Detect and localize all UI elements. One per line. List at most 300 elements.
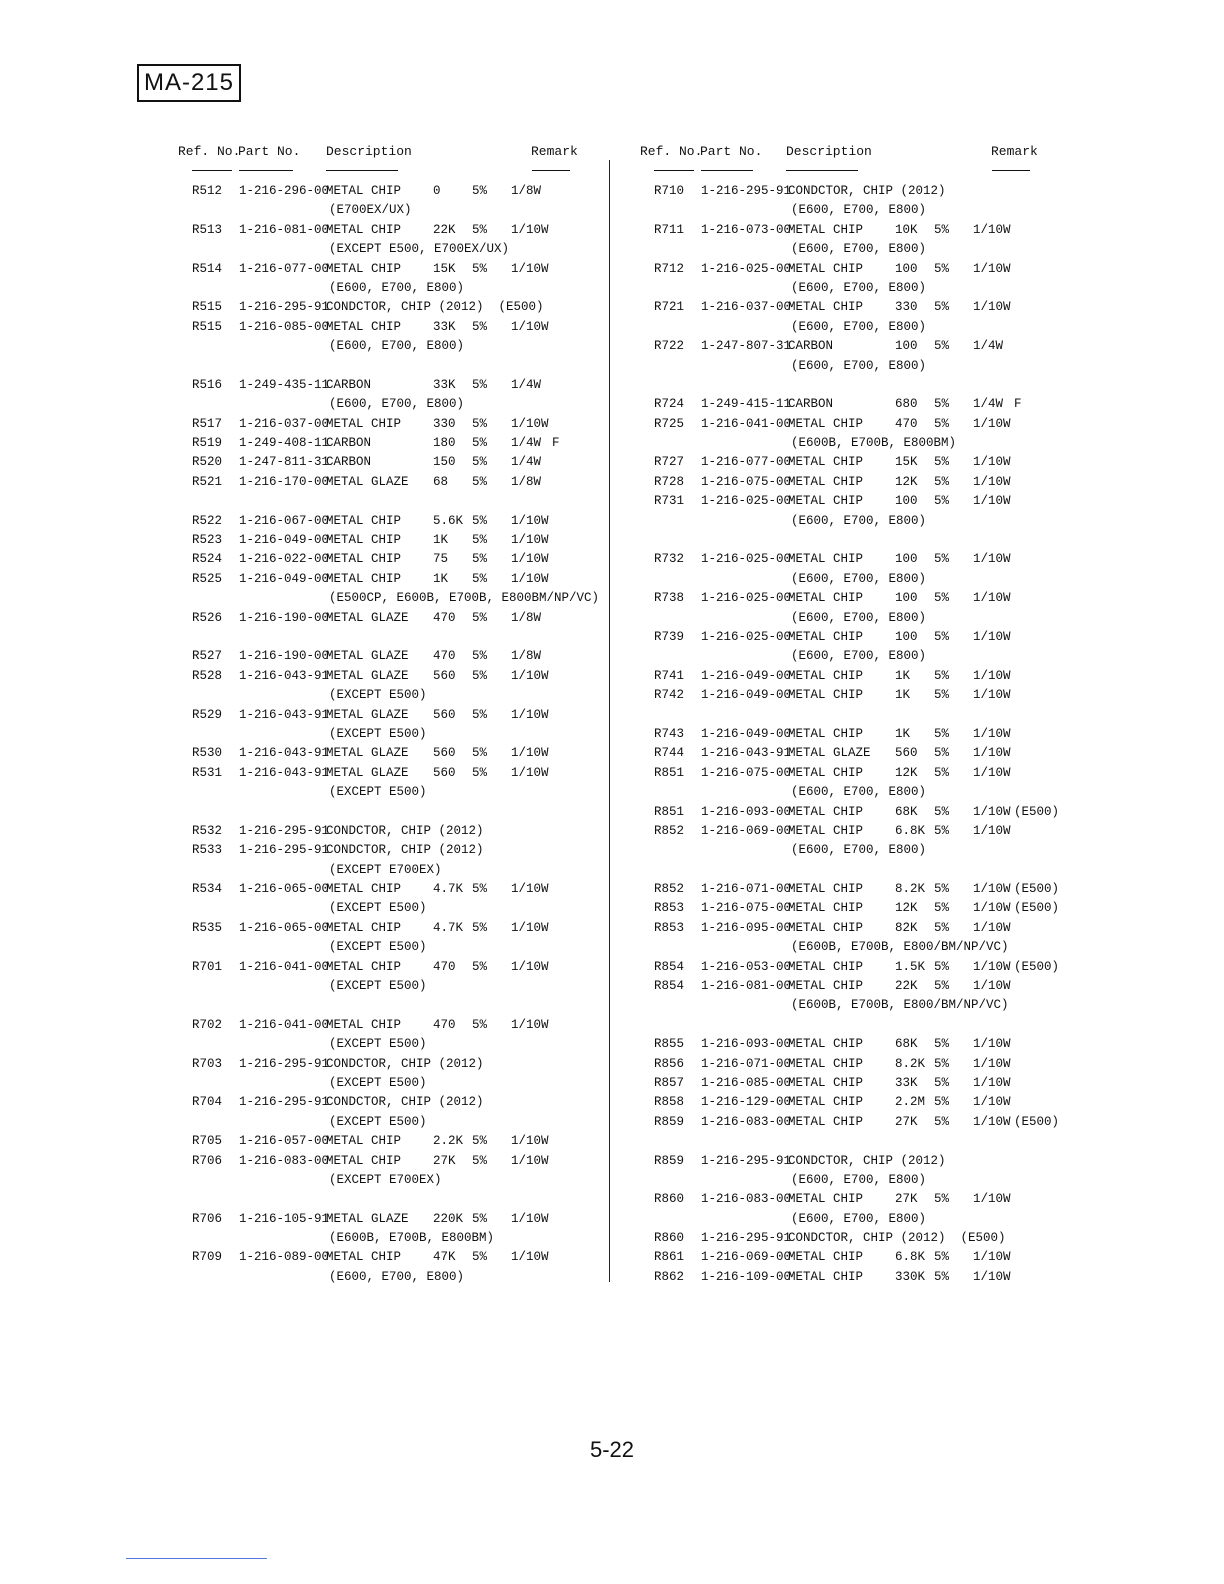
part-row — [178, 436, 598, 455]
variant-note: (EXCEPT E500, E700EX/UX) — [329, 242, 510, 257]
description: METAL CHIP — [326, 959, 402, 974]
ref-no: R731 — [654, 494, 685, 509]
spacer-row — [640, 378, 1060, 397]
value: 27K — [433, 1153, 456, 1168]
ref-no: R858 — [654, 1095, 685, 1110]
variant-note: (EXCEPT E500) — [329, 785, 427, 800]
tolerance: 5% — [934, 300, 950, 315]
wattage: 1/10W — [973, 804, 1011, 819]
tolerance: 5% — [934, 1250, 950, 1265]
part-no: 1-216-295-91 — [239, 300, 330, 315]
part-row — [178, 1018, 598, 1037]
value: 560 — [433, 707, 456, 722]
ref-no: R525 — [192, 571, 223, 586]
part-no: 1-216-083-00 — [701, 1192, 792, 1207]
spacer-row — [178, 359, 598, 378]
variant-note: (EXCEPT E500) — [329, 940, 427, 955]
part-no: 1-216-037-00 — [701, 300, 792, 315]
part-row — [178, 514, 598, 533]
ref-no: R739 — [654, 629, 685, 644]
part-no: 1-216-043-91 — [239, 707, 330, 722]
note-row — [178, 785, 598, 804]
part-no: 1-216-190-00 — [239, 649, 330, 664]
description: METAL CHIP — [788, 979, 864, 994]
ref-no: R530 — [192, 746, 223, 761]
value: 8.2K — [895, 882, 926, 897]
wattage: 1/10W — [511, 416, 549, 431]
header-rule — [532, 170, 570, 171]
ref-no: R854 — [654, 979, 685, 994]
tolerance: 5% — [472, 1250, 488, 1265]
ref-no: R523 — [192, 533, 223, 548]
wattage: 1/10W — [973, 416, 1011, 431]
variant-note: (EXCEPT E700EX) — [329, 862, 442, 877]
description: METAL CHIP — [326, 571, 402, 586]
tolerance: 5% — [472, 261, 488, 276]
description: METAL CHIP — [788, 261, 864, 276]
part-no: 1-216-053-00 — [701, 959, 792, 974]
wattage: 1/10W — [511, 533, 549, 548]
remark: (E500) — [1014, 901, 1060, 916]
part-row — [178, 455, 598, 474]
description: METAL CHIP — [788, 1192, 864, 1207]
ref-no: R721 — [654, 300, 685, 315]
remark: (E500) — [1014, 882, 1060, 897]
part-row — [640, 1192, 1060, 1211]
wattage: 1/8W — [511, 649, 542, 664]
variant-note: (E600, E700, E800) — [791, 203, 927, 218]
description: METAL CHIP — [788, 765, 864, 780]
value: 82K — [895, 920, 918, 935]
part-no: 1-216-049-00 — [701, 668, 792, 683]
remark: (E500) — [1014, 804, 1060, 819]
description: METAL CHIP — [326, 533, 402, 548]
value: 2.2K — [433, 1134, 464, 1149]
part-no: 1-216-075-00 — [701, 765, 792, 780]
part-row — [640, 475, 1060, 494]
value: 560 — [433, 668, 456, 683]
part-no: 1-216-041-00 — [701, 416, 792, 431]
part-row — [640, 552, 1060, 571]
note-row — [640, 514, 1060, 533]
wattage: 1/10W — [511, 668, 549, 683]
part-row — [640, 960, 1060, 979]
spacer-row — [178, 630, 598, 649]
tolerance: 5% — [934, 552, 950, 567]
part-no: 1-216-295-91 — [701, 1153, 792, 1168]
tolerance: 5% — [472, 668, 488, 683]
part-no: 1-216-073-00 — [701, 222, 792, 237]
note-row — [178, 863, 598, 882]
tolerance: 5% — [472, 959, 488, 974]
header-part: Part No. — [700, 144, 763, 159]
description: METAL GLAZE — [326, 746, 409, 761]
wattage: 1/10W — [973, 474, 1011, 489]
part-row — [640, 727, 1060, 746]
part-row — [640, 397, 1060, 416]
note-row — [640, 843, 1060, 862]
ref-no: R853 — [654, 920, 685, 935]
remark: (E500) — [1014, 1114, 1060, 1129]
description: METAL GLAZE — [326, 668, 409, 683]
value: 180 — [433, 436, 456, 451]
tolerance: 5% — [934, 1056, 950, 1071]
wattage: 1/4W — [973, 397, 1004, 412]
spacer-row — [178, 998, 598, 1017]
part-row — [178, 746, 598, 765]
value: 1K — [895, 668, 911, 683]
part-no: 1-216-025-00 — [701, 591, 792, 606]
note-row — [640, 1173, 1060, 1192]
ref-no: R528 — [192, 668, 223, 683]
note-row — [640, 572, 1060, 591]
description: METAL GLAZE — [326, 1211, 409, 1226]
value: 6.8K — [895, 823, 926, 838]
part-row — [178, 223, 598, 242]
header-desc: Description — [326, 144, 412, 159]
note-row — [178, 979, 598, 998]
ref-no: R534 — [192, 882, 223, 897]
tolerance: 5% — [934, 397, 950, 412]
part-no: 1-216-095-00 — [701, 920, 792, 935]
value: 100 — [895, 552, 918, 567]
description: METAL CHIP — [326, 261, 402, 276]
part-no: 1-216-295-91 — [701, 1231, 792, 1246]
value: 12K — [895, 901, 918, 916]
description: METAL CHIP — [788, 629, 864, 644]
value: 22K — [433, 222, 456, 237]
ref-no: R732 — [654, 552, 685, 567]
tolerance: 5% — [934, 222, 950, 237]
tolerance: 5% — [472, 1211, 488, 1226]
wattage: 1/10W — [973, 1037, 1011, 1052]
variant-note: (E700EX/UX) — [329, 203, 412, 218]
ref-no: R520 — [192, 455, 223, 470]
note-row — [178, 1115, 598, 1134]
part-no: 1-216-069-00 — [701, 823, 792, 838]
variant-note: (EXCEPT E500) — [329, 979, 427, 994]
description: CARBON — [326, 436, 372, 451]
description: METAL CHIP — [326, 552, 402, 567]
tolerance: 5% — [472, 920, 488, 935]
description: METAL CHIP — [788, 1056, 864, 1071]
header-rule — [239, 170, 293, 171]
description: METAL CHIP — [326, 184, 402, 198]
remark: (E500) — [1014, 959, 1060, 974]
tolerance: 5% — [472, 882, 488, 897]
part-no: 1-216-295-91 — [239, 823, 330, 838]
part-no: 1-216-081-00 — [239, 222, 330, 237]
part-row — [640, 1095, 1060, 1114]
part-no: 1-216-105-91 — [239, 1211, 330, 1226]
value: 33K — [433, 377, 456, 392]
ref-no: R521 — [192, 474, 223, 489]
spacer-row — [640, 1018, 1060, 1037]
part-row — [640, 1037, 1060, 1056]
variant-note: (EXCEPT E500) — [329, 901, 427, 916]
note-row — [640, 242, 1060, 261]
wattage: 1/10W — [511, 1211, 549, 1226]
spacer-row — [178, 494, 598, 513]
ref-no: R855 — [654, 1037, 685, 1052]
value: 470 — [433, 959, 456, 974]
ref-no: R741 — [654, 668, 685, 683]
tolerance: 5% — [934, 591, 950, 606]
ref-no: R728 — [654, 474, 685, 489]
wattage: 1/10W — [973, 726, 1011, 741]
description: METAL CHIP — [788, 416, 864, 431]
wattage: 1/10W — [511, 1017, 549, 1032]
spacer-row — [178, 1192, 598, 1211]
tolerance: 5% — [472, 455, 488, 470]
ref-no: R516 — [192, 377, 223, 392]
part-no: 1-216-065-00 — [239, 920, 330, 935]
description: METAL CHIP — [788, 882, 864, 897]
part-no: 1-216-295-91 — [701, 184, 792, 198]
ref-no: R517 — [192, 416, 223, 431]
tolerance: 5% — [472, 571, 488, 586]
part-row — [178, 300, 598, 319]
note-row — [178, 203, 598, 222]
value: 680 — [895, 397, 918, 412]
value: 100 — [895, 629, 918, 644]
wattage: 1/10W — [973, 494, 1011, 509]
value: 1K — [433, 533, 449, 548]
part-no: 1-216-075-00 — [701, 901, 792, 916]
ref-no: R861 — [654, 1250, 685, 1265]
spacer-row — [178, 805, 598, 824]
part-no: 1-216-025-00 — [701, 629, 792, 644]
ref-no: R860 — [654, 1231, 685, 1246]
description: METAL CHIP — [326, 882, 402, 897]
variant-note: (E600, E700, E800) — [791, 571, 927, 586]
part-row — [178, 184, 598, 203]
tolerance: 5% — [472, 377, 488, 392]
header-rule — [992, 170, 1030, 171]
description: METAL CHIP — [788, 455, 864, 470]
wattage: 1/10W — [973, 1192, 1011, 1207]
tolerance: 5% — [934, 629, 950, 644]
value: 330 — [895, 300, 918, 315]
part-no: 1-216-057-00 — [239, 1134, 330, 1149]
part-row — [640, 688, 1060, 707]
spacer-row — [640, 708, 1060, 727]
ref-no: R706 — [192, 1153, 223, 1168]
wattage: 1/10W — [973, 920, 1011, 935]
tolerance: 5% — [472, 1153, 488, 1168]
part-no: 1-216-025-00 — [701, 494, 792, 509]
part-no: 1-216-067-00 — [239, 513, 330, 528]
column-header — [178, 140, 598, 168]
value: 5.6K — [433, 513, 464, 528]
part-no: 1-249-415-11 — [701, 397, 792, 412]
description: METAL CHIP — [326, 513, 402, 528]
description: CONDCTOR, CHIP (2012) (E500) — [788, 1231, 1006, 1246]
tolerance: 5% — [934, 1037, 950, 1052]
value: 27K — [895, 1114, 918, 1129]
ref-no: R860 — [654, 1192, 685, 1207]
description: METAL CHIP — [788, 1095, 864, 1110]
wattage: 1/10W — [973, 552, 1011, 567]
ref-no: R722 — [654, 339, 685, 354]
tolerance: 5% — [472, 222, 488, 237]
wattage: 1/8W — [511, 610, 542, 625]
part-row — [178, 669, 598, 688]
part-row — [640, 262, 1060, 281]
ref-no: R852 — [654, 882, 685, 897]
variant-note: (E600B, E700B, E800/BM/NP/VC) — [791, 998, 1009, 1013]
value: 12K — [895, 474, 918, 489]
part-no: 1-216-049-00 — [701, 726, 792, 741]
spacer-row — [640, 863, 1060, 882]
wattage: 1/10W — [511, 959, 549, 974]
wattage: 1/10W — [973, 261, 1011, 276]
spacer-row — [640, 1134, 1060, 1153]
part-row — [640, 455, 1060, 474]
part-no: 1-216-295-91 — [239, 843, 330, 858]
tolerance: 5% — [934, 804, 950, 819]
part-row — [640, 1154, 1060, 1173]
wattage: 1/10W — [973, 823, 1011, 838]
tolerance: 5% — [472, 1017, 488, 1032]
ref-no: R856 — [654, 1056, 685, 1071]
variant-note: (EXCEPT E500) — [329, 1114, 427, 1129]
wattage: 1/10W — [973, 1269, 1011, 1284]
part-row — [640, 669, 1060, 688]
ref-no: R704 — [192, 1095, 223, 1110]
note-row — [178, 281, 598, 300]
part-no: 1-216-041-00 — [239, 1017, 330, 1032]
part-no: 1-216-295-91 — [239, 1056, 330, 1071]
wattage: 1/10W — [973, 1250, 1011, 1265]
value: 470 — [433, 649, 456, 664]
header-rule — [654, 170, 694, 171]
ref-no: R862 — [654, 1269, 685, 1284]
note-row — [178, 242, 598, 261]
tolerance: 5% — [472, 436, 488, 451]
wattage: 1/4W — [511, 455, 542, 470]
wattage: 1/10W — [511, 261, 549, 276]
wattage: 1/10W — [973, 300, 1011, 315]
wattage: 1/10W — [973, 688, 1011, 703]
part-row — [178, 708, 598, 727]
part-row — [178, 824, 598, 843]
header-part: Part No. — [238, 144, 301, 159]
value: 330 — [433, 416, 456, 431]
ref-no: R701 — [192, 959, 223, 974]
spacer-row — [640, 533, 1060, 552]
part-no: 1-216-170-00 — [239, 474, 330, 489]
tolerance: 5% — [934, 494, 950, 509]
ref-no: R853 — [654, 901, 685, 916]
tolerance: 5% — [934, 959, 950, 974]
ref-no: R705 — [192, 1134, 223, 1149]
ref-no: R702 — [192, 1017, 223, 1032]
wattage: 1/10W — [511, 571, 549, 586]
description: METAL CHIP — [788, 552, 864, 567]
note-row — [640, 611, 1060, 630]
ref-no: R851 — [654, 804, 685, 819]
tolerance: 5% — [934, 1075, 950, 1090]
part-no: 1-216-043-91 — [701, 746, 792, 761]
tolerance: 5% — [934, 455, 950, 470]
description: METAL CHIP — [788, 222, 864, 237]
wattage: 1/4W — [511, 436, 542, 451]
part-no: 1-216-077-00 — [701, 455, 792, 470]
wattage: 1/10W — [511, 882, 549, 897]
value: 100 — [895, 339, 918, 354]
part-row — [178, 552, 598, 571]
value: 1K — [895, 688, 911, 703]
wattage: 1/10W — [511, 319, 549, 334]
part-row — [640, 300, 1060, 319]
description: METAL CHIP — [326, 1250, 402, 1265]
part-no: 1-216-043-91 — [239, 668, 330, 683]
value: 560 — [895, 746, 918, 761]
value: 560 — [433, 746, 456, 761]
value: 12K — [895, 765, 918, 780]
part-row — [178, 572, 598, 591]
value: 330K — [895, 1269, 926, 1284]
value: 1K — [895, 726, 911, 741]
wattage: 1/10W — [511, 222, 549, 237]
header-remark: Remark — [531, 144, 578, 159]
description: METAL GLAZE — [326, 649, 409, 664]
part-no: 1-216-071-00 — [701, 1056, 792, 1071]
part-no: 1-216-295-91 — [239, 1095, 330, 1110]
description: METAL CHIP — [788, 959, 864, 974]
value: 6.8K — [895, 1250, 926, 1265]
part-row — [178, 649, 598, 668]
description: CONDCTOR, CHIP (2012) — [326, 1056, 484, 1071]
header-desc: Description — [786, 144, 872, 159]
ref-no: R727 — [654, 455, 685, 470]
description: CONDCTOR, CHIP (2012) (E500) — [326, 300, 544, 315]
value: 470 — [895, 416, 918, 431]
tolerance: 5% — [472, 552, 488, 567]
ref-no: R515 — [192, 319, 223, 334]
part-no: 1-216-037-00 — [239, 416, 330, 431]
value: 68 — [433, 474, 449, 489]
wattage: 1/10W — [511, 920, 549, 935]
note-row — [178, 397, 598, 416]
part-row — [178, 262, 598, 281]
part-row — [178, 1154, 598, 1173]
note-row — [640, 1212, 1060, 1231]
ref-no: R512 — [192, 184, 223, 198]
header-rule — [701, 170, 753, 171]
description: CARBON — [788, 397, 834, 412]
note-row — [640, 649, 1060, 668]
wattage: 1/10W — [511, 746, 549, 761]
note-row — [640, 998, 1060, 1017]
variant-note: (E600B, E700B, E800/BM/NP/VC) — [791, 940, 1009, 955]
tolerance: 5% — [934, 726, 950, 741]
wattage: 1/10W — [973, 1114, 1011, 1129]
part-row — [640, 824, 1060, 843]
description: CARBON — [788, 339, 834, 354]
ref-no: R712 — [654, 261, 685, 276]
wattage: 1/10W — [511, 1153, 549, 1168]
description: METAL CHIP — [788, 494, 864, 509]
variant-note: (E600, E700, E800) — [329, 397, 465, 412]
value: 2.2M — [895, 1095, 926, 1110]
description: METAL GLAZE — [326, 610, 409, 625]
variant-note: (EXCEPT E500) — [329, 688, 427, 703]
variant-note: (E600, E700, E800) — [791, 513, 927, 528]
parts-list-right — [640, 184, 1060, 1289]
part-no: 1-216-049-00 — [239, 533, 330, 548]
